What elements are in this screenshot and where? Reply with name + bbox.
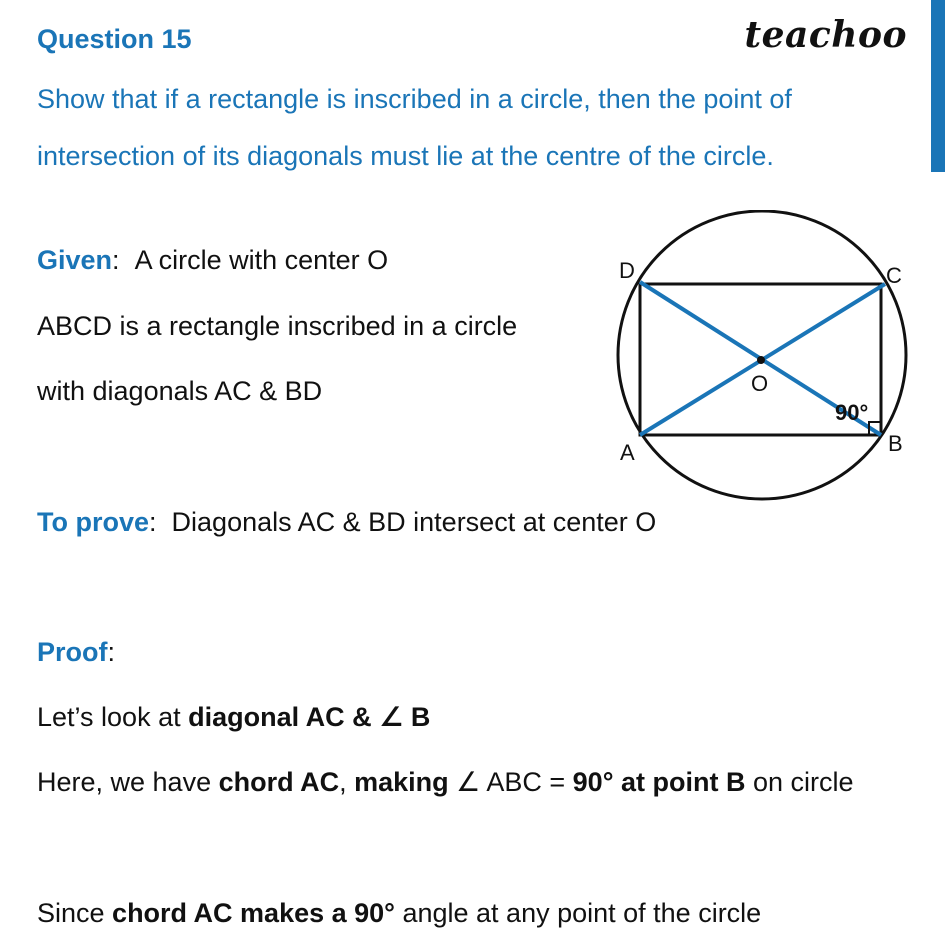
label-d: D <box>619 258 635 283</box>
proof-line-2-part-3: ∠ ABC = <box>448 767 573 797</box>
proof-label: Proof <box>37 637 108 667</box>
question-title: Question 15 <box>37 24 192 54</box>
circle <box>618 211 906 499</box>
proof-line-3 <box>37 898 761 929</box>
to-prove-line <box>37 507 656 538</box>
label-b: B <box>888 431 903 456</box>
given-colon: : <box>112 245 120 275</box>
proof-line-2 <box>37 767 854 798</box>
proof-line-3-part-2: angle at any point of the circle <box>394 898 762 928</box>
given-line <box>37 245 388 276</box>
scrollbar-thumb[interactable] <box>931 0 945 172</box>
proof-line-3-bold: chord AC makes a 90° <box>112 898 395 928</box>
question-line-1: Show that if a rectangle is inscribed in a circle, then the point of <box>37 84 792 114</box>
proof-line-2-bold-2: making <box>354 767 449 797</box>
geometry-diagram <box>600 210 920 510</box>
proof-line-2-part-1: Here, we have <box>37 767 219 797</box>
given-label: Given <box>37 245 113 275</box>
to-prove-text: Diagonals AC & BD intersect at center O <box>171 507 657 537</box>
question-line-2: intersection of its diagonals must lie at the centre of the circle. <box>37 141 774 171</box>
given-text: A circle with center O <box>134 245 389 275</box>
proof-line-1-text: Let’s look at <box>37 702 189 732</box>
proof-line-3-part-1: Since <box>37 898 113 928</box>
label-a: A <box>620 440 635 465</box>
proof-line-1-bold: diagonal AC & ∠ B <box>188 702 431 732</box>
proof-heading <box>37 637 115 668</box>
given-line-2: ABCD is a rectangle inscribed in a circle <box>37 311 518 341</box>
proof-line-2-bold-3: 90° at point B <box>572 767 746 797</box>
label-angle-90: 90° <box>835 400 869 425</box>
proof-line-1 <box>37 702 430 733</box>
proof-line-2-bold-1: chord AC <box>218 767 340 797</box>
given-line-3: with diagonals AC & BD <box>37 376 323 406</box>
to-prove-label: To prove <box>37 507 150 537</box>
proof-line-2-part-4: on circle <box>745 767 854 797</box>
proof-colon: : <box>107 637 116 667</box>
scrollbar-track[interactable] <box>931 0 945 945</box>
proof-line-2-part-2: , <box>339 767 355 797</box>
label-o: O <box>751 371 769 396</box>
center-point-o <box>757 356 765 364</box>
teachoo-logo: teachoo <box>744 14 907 56</box>
to-prove-colon: : <box>149 507 157 537</box>
label-c: C <box>886 263 902 288</box>
